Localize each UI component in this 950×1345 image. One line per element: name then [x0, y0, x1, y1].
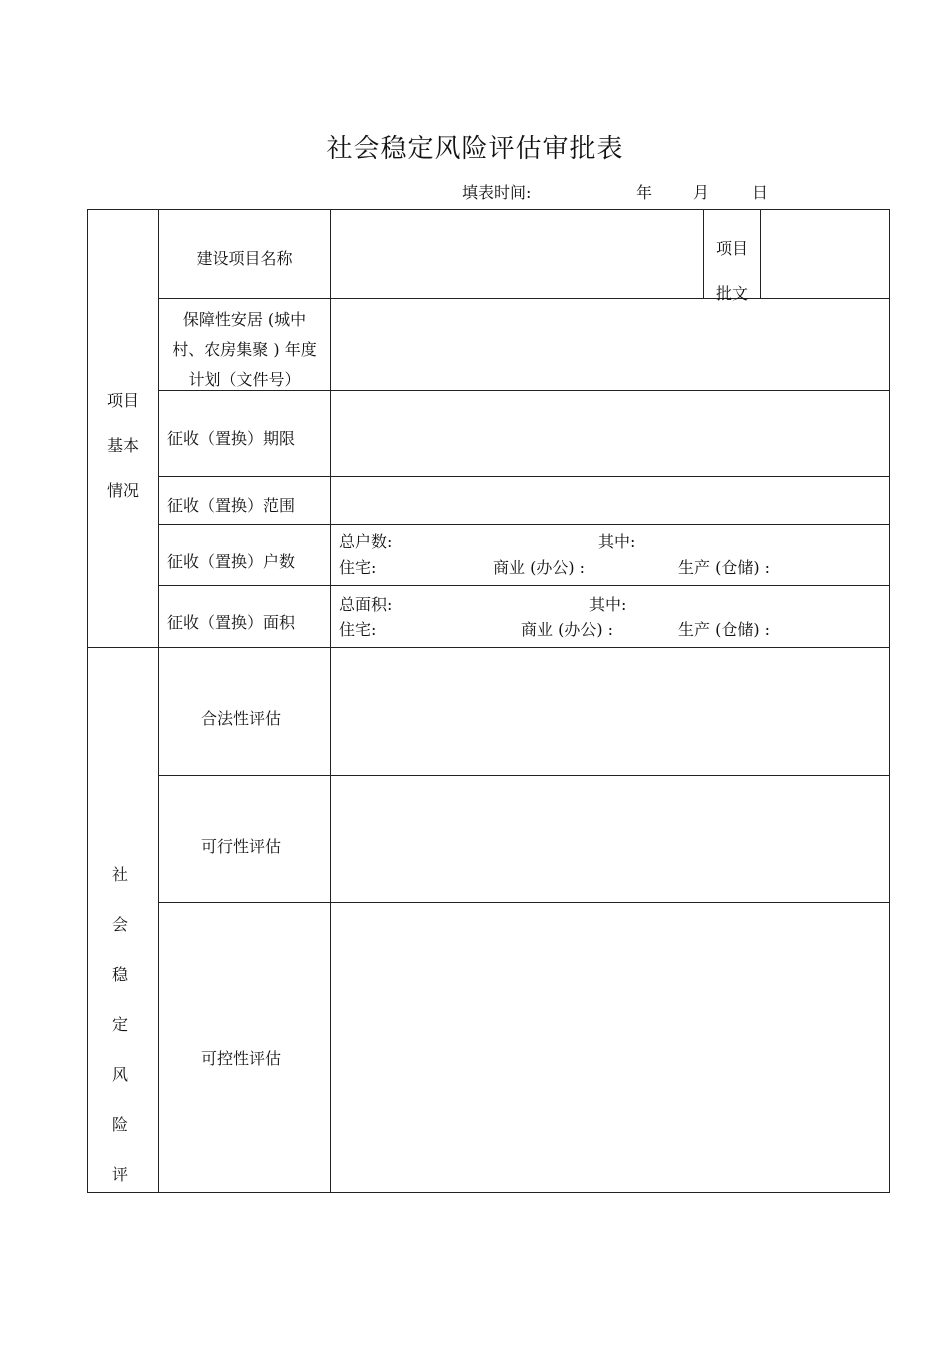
section-risk-label-char: 定: [111, 1015, 128, 1034]
table-border-top: [87, 209, 890, 210]
table-divider: [158, 585, 890, 586]
form-title: 社会稳定风险评估审批表: [326, 134, 624, 164]
area-residential-label: 住宅:: [339, 620, 377, 639]
households-commercial-label: 商业 (办公) :: [493, 558, 586, 577]
area-total-label: 总面积:: [339, 595, 393, 614]
label-area: 征收（置换）面积: [167, 613, 296, 632]
label-households: 征收（置换）户数: [167, 552, 296, 571]
label-project-approval: [704, 226, 760, 316]
table-divider: [87, 647, 890, 648]
section-risk-label-char: 风: [111, 1065, 128, 1084]
section-basic-label-line: 情况: [106, 481, 139, 500]
table-divider: [158, 775, 890, 776]
fill-date-label: 填表时间:: [462, 183, 532, 202]
label-controllability: 可控性评估: [200, 1049, 281, 1068]
table-border-bottom: [87, 1192, 890, 1193]
households-residential-label: 住宅:: [339, 558, 377, 577]
label-annual-plan-line: 保障性安居 (城中: [182, 310, 307, 329]
label-project-name: 建设项目名称: [196, 249, 293, 268]
section-risk-label: [88, 850, 152, 1200]
area-commercial-label: 商业 (办公) :: [521, 620, 614, 639]
table-divider: [158, 902, 890, 903]
label-scope: 征收（置换）范围: [167, 496, 296, 515]
label-annual-plan: [159, 305, 330, 395]
households-production-label: 生产 (仓储) :: [678, 558, 771, 577]
area-among-label: 其中:: [589, 595, 627, 614]
fill-date-day: 日: [752, 183, 769, 202]
section-risk-label-char: 会: [111, 915, 128, 934]
label-project-approval-line: 批文: [715, 284, 748, 303]
section-risk-label-char: 社: [111, 865, 128, 884]
table-divider: [158, 476, 890, 477]
fill-date-year: 年: [636, 183, 653, 202]
section-risk-label-char: 稳: [111, 965, 128, 984]
section-basic-label-line: 基本: [106, 436, 139, 455]
table-divider: [158, 298, 890, 299]
table-divider: [330, 209, 331, 1193]
area-production-label: 生产 (仓储) :: [678, 620, 771, 639]
label-project-approval-line: 项目: [715, 239, 748, 258]
label-period: 征收（置换）期限: [167, 429, 296, 448]
households-total-label: 总户数:: [339, 532, 393, 551]
section-basic-label: [88, 378, 158, 513]
label-annual-plan-line: 计划（文件号）: [188, 370, 301, 389]
section-basic-label-line: 项目: [106, 391, 139, 410]
label-annual-plan-line: 村、农房集聚 ) 年度: [172, 340, 317, 359]
households-among-label: 其中:: [598, 532, 636, 551]
fill-date-month: 月: [693, 183, 710, 202]
table-divider: [760, 209, 761, 299]
table-divider: [158, 524, 890, 525]
section-risk-label-char: 险: [111, 1115, 128, 1134]
label-legality: 合法性评估: [200, 709, 281, 728]
label-feasibility: 可行性评估: [200, 837, 281, 856]
table-border-right: [889, 209, 890, 1193]
section-risk-label-char: 评: [111, 1165, 128, 1184]
